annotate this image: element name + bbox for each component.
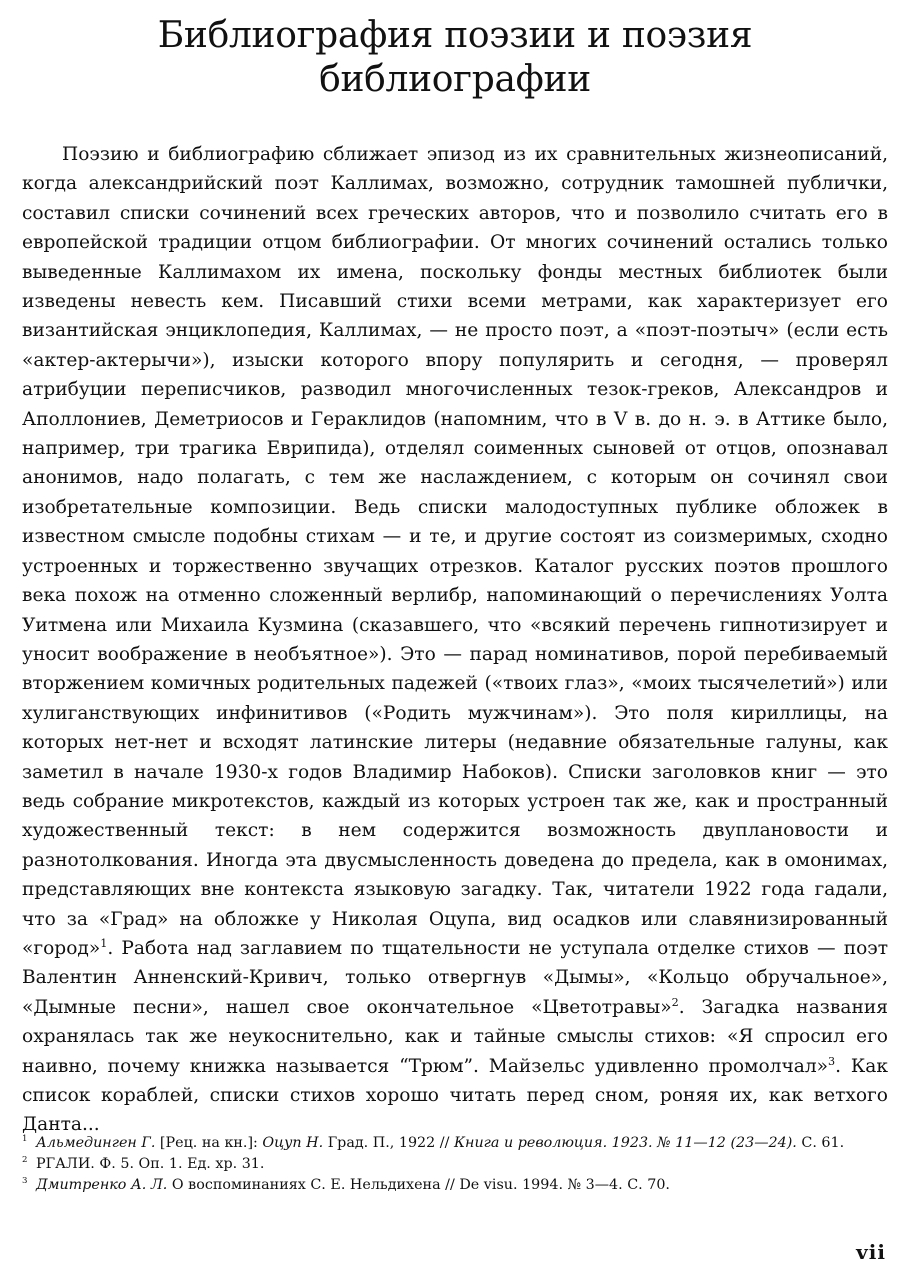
- footnote-author: Альмединген Г.: [36, 1135, 156, 1151]
- paragraph-text-4: . Как список кораблей, списки стихов хорошо читать перед сном, роняя их, как ветхого Данта...: [22, 1055, 888, 1136]
- footnote-author-2: Оцуп Н.: [262, 1135, 324, 1151]
- paragraph-text-2: . Работа над заглавием по тщательности не уступала отделке стихов — поэт Валентин Анненский-Кривич, только отвергнув «Дымы», «Кольцо обручальное», «Дымные песни», нашел свое окончательное «Цветотравы»: [22, 937, 888, 1018]
- footnotes: [22, 1134, 888, 1197]
- footnote-number: 1: [22, 1134, 28, 1145]
- footnote-journal: Книга и революция. 1923. № 11—12 (23—24).: [453, 1135, 797, 1151]
- main-paragraph: [22, 140, 888, 1140]
- footnote-author: Дмитренко А. Л.: [36, 1177, 168, 1193]
- footnote-ref-2: 2: [671, 995, 679, 1009]
- footnote-number: 3: [22, 1176, 28, 1187]
- footnote-text: [Рец. на кн.]:: [155, 1135, 263, 1151]
- page-number: vii: [856, 1240, 886, 1264]
- footnote-text: РГАЛИ. Ф. 5. Оп. 1. Ед. хр. 31.: [36, 1156, 265, 1172]
- footnote-number: 2: [22, 1155, 28, 1166]
- page-title: Библиография поэзии и поэзия библиографии: [157, 15, 753, 100]
- footnote-3: [22, 1176, 888, 1195]
- footnote-text: О воспоминаниях С. Е. Нельдихена // De visu. 1994. № 3—4. С. 70.: [167, 1177, 670, 1193]
- paragraph-text-3: . Загадка названия охранялась так же неукоснительно, как и тайные смыслы стихов: «Я спросил его наивно, почему книжка называется “Трюм”. Майзельс удивленно промолчал»: [22, 996, 888, 1077]
- footnote-ref-3: 3: [828, 1054, 836, 1068]
- paragraph-text-1: Поэзию и библиографию сближает эпизод из их сравнительных жизнеописаний, когда александрийский поэт Каллимах, возможно, сотрудник тамошней публички, составил списки сочинений всех греческих авторов, что и позволило считать его в европейской традиции отцом библиографии. От многих сочинений остались только выведенные Каллимахом их имена, поскольку фонды местных библиотек были изведены невесть кем. Писавший стихи всеми метрами, как характеризует его византийская энциклопедия, Каллимах, — не просто поэт, а «поэт-поэтыч» (если есть «актер-актерычи»), изыски которого впору популярить и сегодня, — проверял атрибуции переписчиков, разводил многочисленных тезок-греков, Александров и Аполлониев, Деметриосов и Гераклидов (напомним, что в V в. до н. э. в Аттике было, например, три трагика Еврипида), отделял соименных сыновей от отцов, опознавал анонимов, надо полагать, с тем же наслаждением, с которым он сочинял свои изобретательные композиции. Ведь списки малодоступных публике обложек в известном смысле подобны стихам — и те, и другие состоят из соизмеримых, сходно устроенных и торжественно звучащих отрезков. Каталог русских поэтов прошлого века похож на отменно сложенный верлибр, напоминающий о перечислениях Уолта Уитмена или Михаила Кузмина (сказавшего, что «всякий перечень гипнотизирует и уносит воображение в необъятное»). Это — парад номинативов, порой перебиваемый вторжением комичных родительных падежей («твоих глаз», «моих тысячелетий») или хулиганствующих инфинитивов («Родить мужчинам»). Это поля кириллицы, на которых нет-нет и всходят латинские литеры (недавние обязательные галуны, как заметил в начале 1930-х годов Владимир Набоков). Списки заголовков книг — это ведь собрание микротекстов, каждый из которых устроен так же, как и пространный художественный текст: в нем содержится возможность двуплановости и разнотолкования. Иногда эта двусмысленность доведена до предела, как в омонимах, представляющих вне контекста языковую загадку. Так, читатели 1922 года гадали, что за «Град» на обложке у Николая Оцупа, вид осадков или славянизированный «город»: [22, 144, 888, 959]
- footnote-text: Град. П., 1922 //: [323, 1135, 454, 1151]
- footnote-2: [22, 1155, 888, 1174]
- footnote-ref-1: 1: [100, 936, 108, 950]
- footnote-text: С. 61.: [796, 1135, 845, 1151]
- footnote-1: [22, 1134, 888, 1153]
